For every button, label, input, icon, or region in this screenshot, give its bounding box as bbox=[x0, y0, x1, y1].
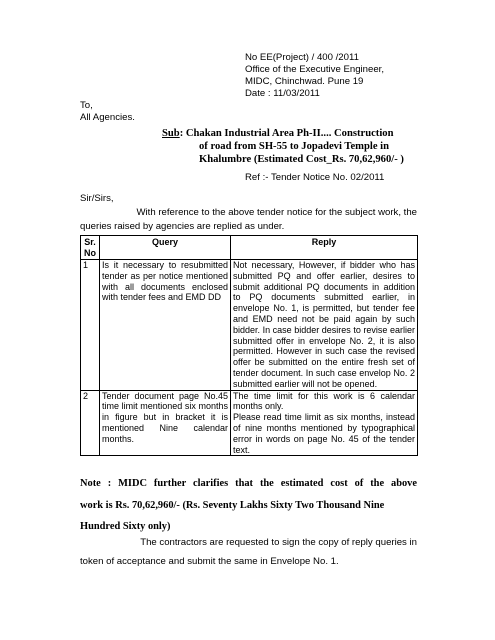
intro-line-2: queries raised by agencies are replied as under. bbox=[80, 221, 285, 232]
closing-line-1: The contractors are requested to sign the copy of reply queries in bbox=[140, 537, 417, 548]
subject-line-1 bbox=[162, 127, 393, 140]
letter-number: No EE(Project) / 400 /2011 bbox=[245, 52, 359, 63]
queries-table bbox=[80, 235, 418, 456]
note-line-1: Note : MIDC further clarifies that the estimated cost of the above bbox=[80, 478, 417, 489]
subject-line-3: Khalumbre (Estimated Cost_Rs. 70,62,960/- ) bbox=[199, 154, 404, 165]
row-2-query: Tender document page No.45 time limit mentioned six months in figure but in bracket it is mentioned Nine calendar months. bbox=[100, 390, 231, 456]
office-address: MIDC, Chinchwad. Pune 19 bbox=[245, 76, 364, 87]
table-row bbox=[81, 390, 418, 456]
subject-line-2: of road from SH-55 to Jopadevi Temple in bbox=[199, 141, 390, 152]
row-1-sr: 1 bbox=[81, 260, 100, 391]
row-1-reply: Not necessary, However, if bidder who has submitted PQ and offer earlier, desires to submit additional PQ documents in addition to PQ documents submitted earlier, in envelope No. 1, is permitted, but tender fee and EMD need not be paid again by such bidder. In case bidder desires to revise earlier submitted offer in envelope No. 2, it is also permitted. However in such case the revised offer be submitted on the entire fresh set of tender document. In such case envelop No. 2 submitted earlier will not be opened. bbox=[231, 260, 418, 391]
reference: Ref :- Tender Notice No. 02/2011 bbox=[245, 172, 385, 183]
table-header-row bbox=[81, 236, 418, 260]
row-2-sr: 2 bbox=[81, 390, 100, 456]
note-line-3: Hundred Sixty only) bbox=[80, 521, 171, 532]
header-sr: Sr. No bbox=[81, 236, 100, 260]
note-line-2: work is Rs. 70,62,960/- (Rs. Seventy Lakhs Sixty Two Thousand Nine bbox=[80, 500, 385, 511]
subject-label: Sub bbox=[162, 128, 180, 139]
header-query: Query bbox=[100, 236, 231, 260]
row-2-reply bbox=[231, 390, 418, 456]
letter-date: Date : 11/03/2011 bbox=[245, 88, 320, 99]
row-2-reply-line-1: The time limit for this work is 6 calendar months only. bbox=[233, 390, 415, 412]
closing-line-2: token of acceptance and submit the same in Envelope No. 1. bbox=[80, 556, 339, 567]
office-name: Office of the Executive Engineer, bbox=[245, 64, 385, 75]
header-reply: Reply bbox=[231, 236, 418, 260]
addressee-name: All Agencies. bbox=[80, 112, 135, 123]
row-1-query: Is it necessary to resubmitted tender as per notice mentioned with all documents enclosed with tender fees and EMD DD bbox=[100, 260, 231, 391]
salutation: Sir/Sirs, bbox=[80, 193, 114, 204]
table-row bbox=[81, 260, 418, 391]
subject-text-1: : Chakan Industrial Area Ph-II.... Construction bbox=[179, 128, 394, 139]
row-2-reply-line-2: Please read time limit as six months, instead of nine months mentioned by typographical error in words on page No. 45 of the tender text. bbox=[233, 412, 415, 455]
intro-line-1: With reference to the above tender notice for the subject work, the bbox=[136, 207, 417, 218]
addressee-to: To, bbox=[80, 100, 93, 111]
